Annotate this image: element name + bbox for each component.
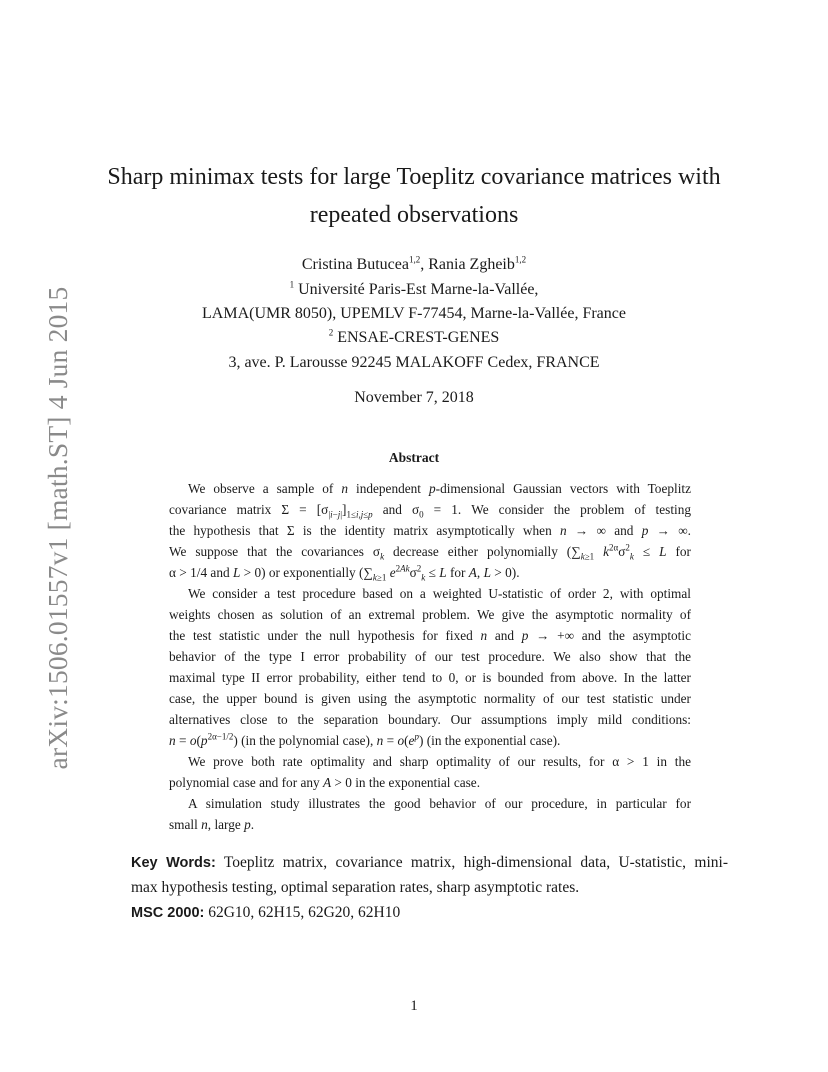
abstract-line: the hypothesis that Σ is the identity matrix asymptotically when n → ∞ and p → ∞. xyxy=(169,523,691,538)
abstract-line: behavior of the type I error probability of our test procedure. We also show that the xyxy=(169,649,691,664)
msc-label: MSC 2000: xyxy=(131,905,205,921)
abstract-body xyxy=(169,478,691,835)
abstract-heading: Abstract xyxy=(388,450,440,465)
abstract-line: polynomial case and for any A > 0 in the exponential case. xyxy=(169,775,481,790)
page-number: 1 xyxy=(410,998,418,1014)
abstract-line: We consider a test procedure based on a weighted U-statistic of order 2, with optimal xyxy=(188,586,691,601)
abstract-line: We suppose that the covariances $\sigma_k$ decrease either polynomially ($\sum_{k\ge 1}$ $k^{2\alpha}\sigma^2_k \le L$ for xyxy=(169,542,691,562)
arxiv-identifier-stamp: arXiv:1506.01557v1 [math.ST] 4 Jun 2015 xyxy=(42,286,73,770)
abstract-line: We prove both rate optimality and sharp optimality of our results, for α > 1 in the xyxy=(188,754,691,769)
paper-title-line-2: repeated observations xyxy=(309,202,519,228)
keywords-text-1: Toeplitz matrix, covariance matrix, high-dimensional data, U-statistic, mini- xyxy=(223,854,728,871)
keywords-line-1 xyxy=(131,850,728,875)
abstract-line: weights chosen as solution of an extremal problem. We give the asymptotic normality of xyxy=(169,607,691,622)
paper-date: November 7, 2018 xyxy=(354,389,474,406)
abstract-line: α > 1/4 and L > 0) or exponentially ($\sum_{k\ge 1}$ $e^{2Ak}\sigma^2_k \le L$ for A, L > 0). xyxy=(169,563,520,583)
affiliation-1-address: LAMA(UMR 8050), UPEMLV F-77454, Marne-la-Vallée, France xyxy=(202,305,626,322)
abstract-line: small n, large p. xyxy=(169,817,255,832)
abstract-line: maximal type II error probability, either tend to 0, or is bounded from above. In the latter xyxy=(169,670,691,685)
abstract-line: $n = o(p^{2\alpha-1/2})$ (in the polynomial case), $n = o(e^p)$ (in the exponential case). xyxy=(169,731,561,748)
abstract-line: covariance matrix $\Sigma = [\sigma_{|i-j|}]_{1\le i,j\le p}$ and $\sigma_0 = 1$. We consider the problem of testing xyxy=(169,502,691,520)
abstract-line: We observe a sample of n independent p-dimensional Gaussian vectors with Toeplitz xyxy=(188,481,691,496)
affiliation-2-address: 3, ave. P. Larousse 92245 MALAKOFF Cedex, FRANCE xyxy=(228,354,600,371)
keywords-line-2: max hypothesis testing, optimal separation rates, sharp asymptotic rates. xyxy=(131,879,580,896)
affiliation-1-name: $^1$ Université Paris-Est Marne-la-Vallée, xyxy=(289,279,539,298)
abstract-line: the test statistic under the null hypothesis for fixed n and p → +∞ and the asymptotic xyxy=(169,628,691,643)
msc-line xyxy=(131,900,728,925)
keywords-section xyxy=(131,850,728,925)
abstract-line: alternatives close to the separation boundary. Our assumptions imply mild conditions: xyxy=(169,712,691,727)
abstract-line: case, the upper bound is given using the asymptotic normality of our test statistic under xyxy=(169,691,691,706)
abstract-line: A simulation study illustrates the good behavior of our procedure, in particular for xyxy=(188,796,691,811)
paper-title-line-1: Sharp minimax tests for large Toeplitz covariance matrices with xyxy=(107,164,721,190)
msc-codes: 62G10, 62H15, 62G20, 62H10 xyxy=(208,904,401,921)
keywords-label: Key Words: xyxy=(131,855,216,871)
affiliation-2-name: $^2$ ENSAE-CREST-GENES xyxy=(328,327,500,346)
author-list: Cristina Butucea$^{1,2}$, Rania Zgheib$^{1,2}$ xyxy=(301,254,527,273)
